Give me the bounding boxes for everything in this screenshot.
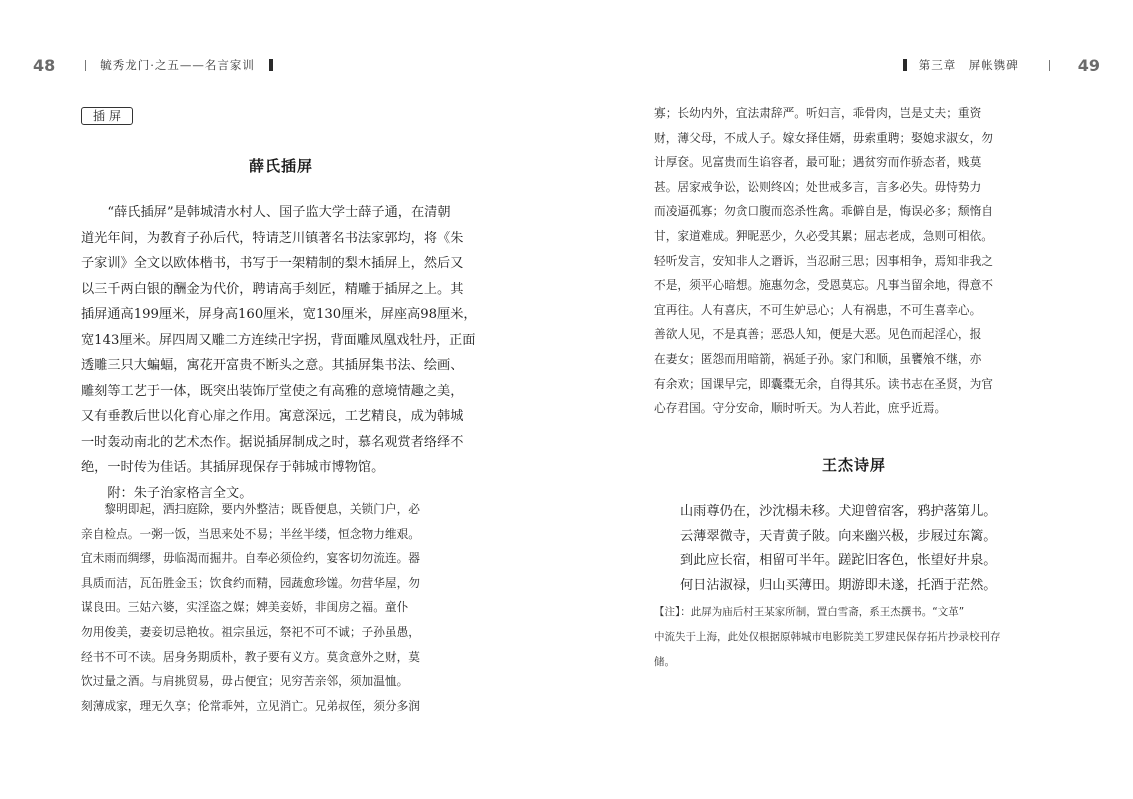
text-line: 轻听发言，安知非人之谮诉，当忍耐三思；因事相争，焉知非我之	[654, 253, 993, 268]
geyan-text-left	[81, 497, 481, 718]
text-line: 刻薄成家，理无久享；伦常乖舛，立见消亡。兄弟叔侄，须分多润	[81, 698, 420, 713]
text-line: 心存君国。守分安命，顺时听天。为人若此，庶乎近焉。	[654, 401, 947, 416]
poem	[680, 500, 1054, 598]
text-line: 不是，须平心暗想。施惠勿念，受恩莫忘。凡事当留余地，得意不	[654, 278, 993, 293]
right-page-header	[903, 55, 1100, 75]
text-line: 一时轰动南北的艺术杰作。据说插屏制成之时，慕名观赏者络绎不	[81, 434, 464, 450]
text-line: 具质而洁，瓦缶胜金玉；饮食约而精，园蔬愈珍馐。勿营华屋，勿	[81, 575, 420, 590]
running-title: 毓秀龙门·之五——名言家训	[100, 58, 255, 72]
text-line: 经书不可不读。居身务期质朴，教子要有义方。莫贪意外之财，莫	[81, 649, 420, 664]
text-line: 道光年间，为教育子孙后代，特请芝川镇著名书法家郭均，将《朱	[81, 230, 464, 246]
header-square-mark	[903, 59, 907, 71]
left-page-header	[33, 55, 273, 75]
poem-line: 何日沾淑禄，归山买薄田。期游即未遂，托酒于茫然。	[680, 577, 997, 593]
text-line: 饮过量之酒。与肩挑贸易，毋占便宜；见穷苦亲邻，须加温恤。	[81, 674, 409, 689]
annotation-note	[654, 600, 1054, 675]
text-line: 雕刻等工艺于一体，既突出装饰厅堂使之有高雅的意境情趣之美，	[81, 383, 464, 399]
text-line: 谋良田。三姑六婆，实淫盗之媒；婢美妾娇，非闺房之福。童仆	[81, 600, 409, 615]
text-line: 附：朱子治家格言全文。	[81, 485, 253, 501]
text-line: “薛氏插屏”是韩城清水村人、国子监大学士薛子通，在清朝	[81, 205, 451, 220]
text-line: 黎明即起，洒扫庭除，要内外整洁；既昏便息，关锁门户，必	[81, 502, 420, 516]
text-line: 宽143厘米。屏四周又雕二方连续卍字拐，背面雕凤凰戏牡丹，正面	[81, 332, 476, 348]
poem-line: 山雨尊仍在，沙沈榻未移。犬迎曾宿客，鸦护落第儿。	[680, 504, 997, 519]
text-line: 寡；长幼内外，宜法肃辞严。听妇言，乖骨肉，岂是丈夫；重资	[654, 106, 982, 120]
text-line: 宜未雨而绸缪，毋临渴而掘井。自奉必须俭约，宴客切勿流连。器	[81, 551, 420, 566]
header-divider	[85, 60, 86, 71]
text-line: 甘，家道难成。狎昵恶少，久必受其累；屈志老成，急则可相依。	[654, 228, 993, 243]
note-line: 储。	[654, 656, 675, 668]
text-line: 透雕三只大蝙蝠，寓花开富贵不断头之意。其插屏集书法、绘画、	[81, 358, 464, 373]
left-page	[0, 0, 566, 799]
text-line: 计厚奁。见富贵而生谄容者，最可耻；遇贫穷而作骄态者，贱莫	[654, 155, 982, 170]
text-line: 有余欢；国课早完，即囊橐无余，自得其乐。读书志在圣贤，为官	[654, 376, 993, 391]
text-line: 善欲人见，不是真善；恶恐人知，便是大恶。见色而起淫心，报	[654, 327, 982, 342]
text-line: 甚。居家戒争讼，讼则终凶；处世戒多言，言多必失。毋恃势力	[654, 179, 982, 194]
text-line: 宜再往。人有喜庆，不可生妒忌心；人有祸患，不可生喜幸心。	[654, 302, 982, 317]
text-line: 勿用俊美，妻妾切忌艳妆。祖宗虽远，祭祀不可不诚；子孙虽愚，	[81, 624, 420, 639]
page-number: 49	[1077, 55, 1100, 75]
poem-line: 到此应长宿，相留可半年。蹉跎旧客色，怅望好井泉。	[680, 553, 997, 569]
section-title: 王杰诗屏	[821, 456, 886, 474]
chapter-title: 第三章 屏帐镌碑	[918, 58, 1019, 72]
section-title: 薛氏插屏	[248, 157, 313, 175]
text-line: 而凌逼孤寡；勿贪口腹而恣杀性禽。乖僻自是，悔误必多；颓惰自	[654, 204, 993, 219]
poem-line: 云薄翠微寺，天青黄子陂。向来幽兴极，步屐过东篱。	[680, 528, 997, 544]
geyan-text-right	[654, 101, 1054, 421]
note-line: 【注】：此屏为庙后村王某家所制，置白雪斋，系王杰撰书。“文革”	[654, 606, 965, 618]
page-number: 48	[33, 55, 56, 75]
text-line: 绝，一时传为佳话。其插屏现保存于韩城市博物馆。	[81, 460, 385, 475]
text-line: 又有垂教后世以化育心扉之作用。寓意深远，工艺精良，成为韩城	[81, 409, 464, 424]
header-square-mark	[269, 59, 273, 71]
text-line: 在妻女；匿怨而用暗箭，祸延子孙。家门和顺，虽饔飧不继，亦	[654, 351, 982, 366]
text-line: 亲自检点。一粥一饭，当思来处不易；半丝半缕，恒念物力维艰。	[81, 526, 420, 541]
section-tag: 插屏	[81, 107, 133, 125]
note-line: 中流失于上海，此处仅根据原韩城市电影院美工罗建民保存拓片抄录校刊存	[654, 631, 1001, 643]
intro-paragraph	[81, 200, 481, 506]
header-divider	[1049, 60, 1050, 71]
text-line: 子家训》全文以欧体楷书，书写于一架精制的梨木插屏上，然后又	[81, 256, 464, 271]
text-line: 财，薄父母，不成人子。嫁女择佳婿，毋索重聘；娶媳求淑女，勿	[654, 130, 993, 145]
text-line: 以三千两白银的酬金为代价，聘请高手刻匠，精雕于插屏之上。其	[81, 281, 464, 297]
text-line: 插屏通高199厘米，屏身高160厘米，宽130厘米，屏座高98厘米，	[81, 307, 477, 322]
